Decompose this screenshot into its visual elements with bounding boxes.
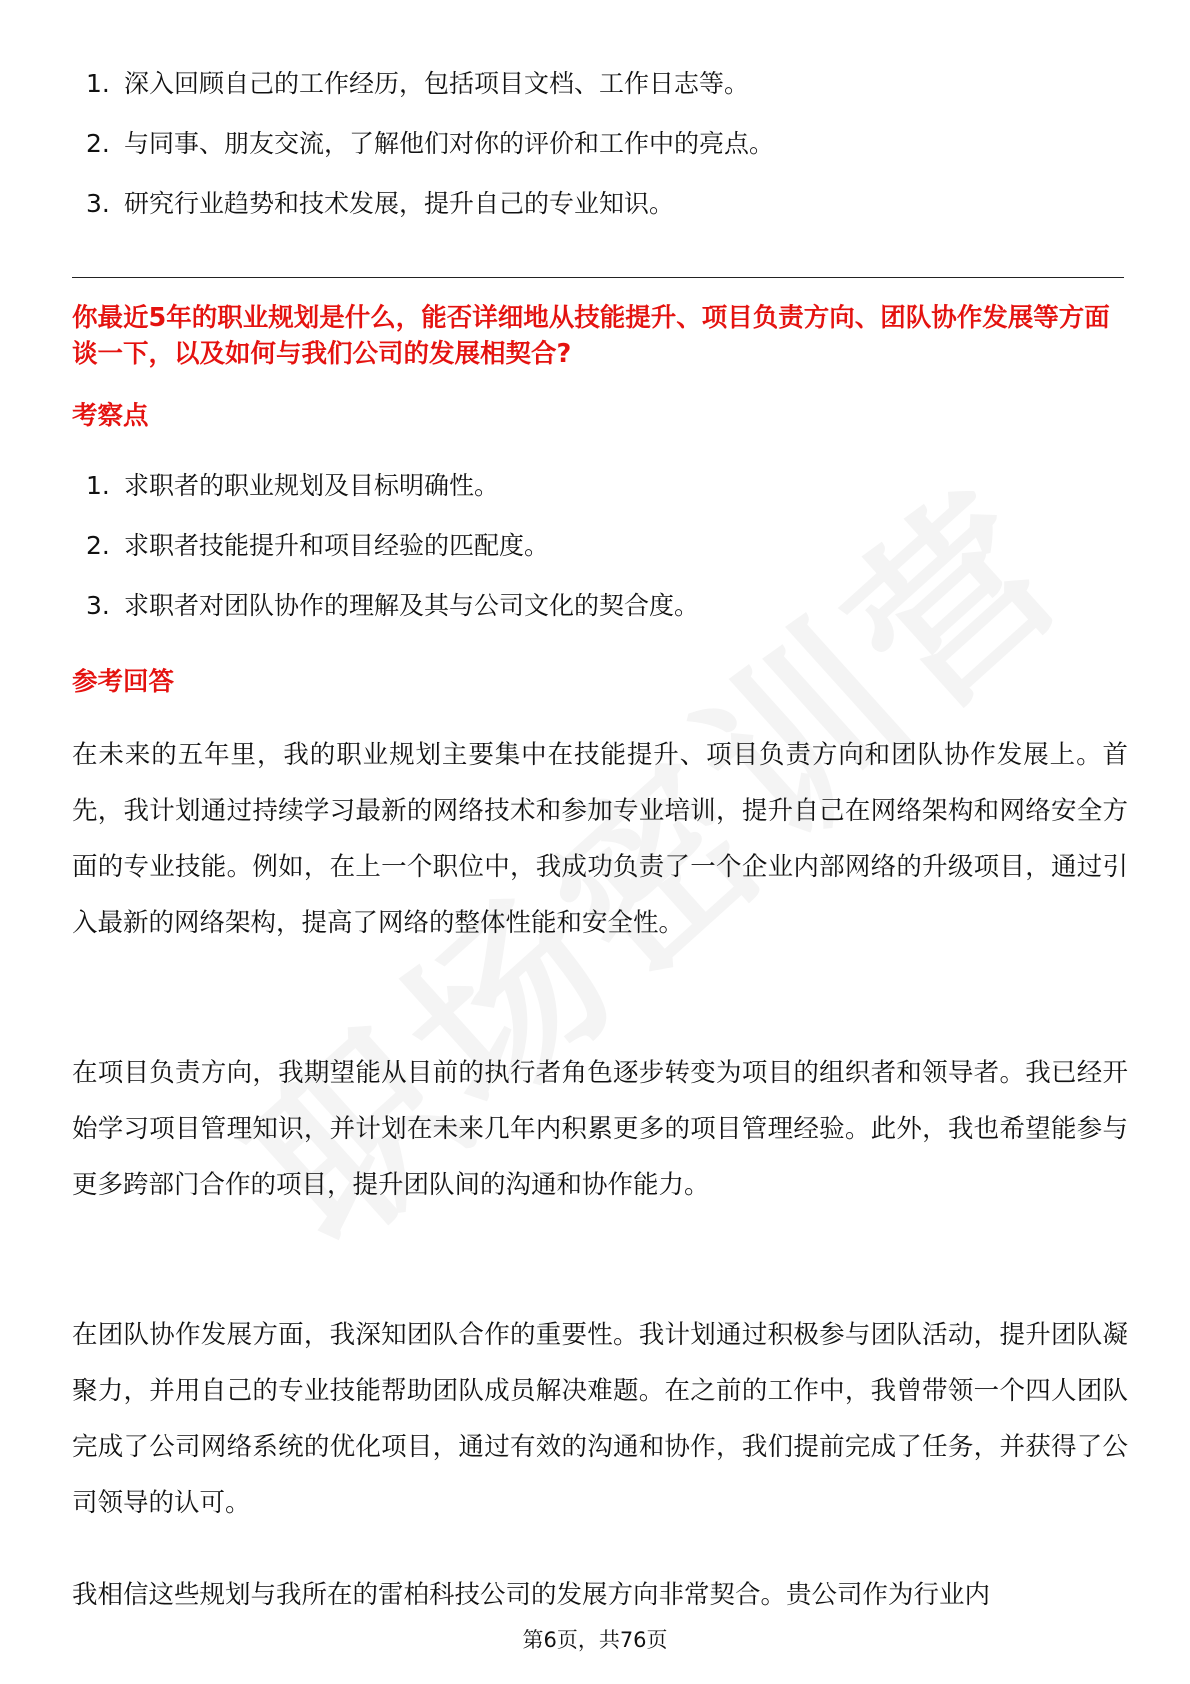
list-number: 1. [86,471,110,500]
answer-paragraph: 在未来的五年里，我的职业规划主要集中在技能提升、项目负责方向和团队协作发展上。首先，我计划通过持续学习最新的网络技术和参加专业培训，提升自己在网络架构和网络安全方面的专业技能。例如，在上一个职位中，我成功负责了一个企业内部网络的升级项目，通过引入最新的网络架构，提高了网络的整体性能和安全性。 [72,740,1128,938]
list-text: 深入回顾自己的工作经历，包括项目文档、工作日志等。 [124,69,750,98]
list-text: 与同事、朋友交流，了解他们对你的评价和工作中的亮点。 [124,129,775,158]
page-footer: 第6页，共76页 [522,1628,668,1652]
answer-paragraph: 在项目负责方向，我期望能从目前的执行者角色逐步转变为项目的组织者和领导者。我已经开始学习项目管理知识，并计划在未来几年内积累更多的项目管理经验。此外，我也希望能参与更多跨部门合作的项目，提升团队间的沟通和协作能力。 [72,1058,1128,1200]
list-text: 求职者对团队协作的理解及其与公司文化的契合度。 [124,591,700,620]
exam-points-list [72,456,1132,636]
exam-points-heading: 考察点 [72,401,149,431]
list-text: 求职者技能提升和项目经验的匹配度。 [124,531,550,560]
answer-paragraph: 我相信这些规划与我所在的雷柏科技公司的发展方向非常契合。贵公司作为行业内 [72,1580,991,1610]
list-item [72,576,1132,636]
list-number: 1. [86,69,110,98]
list-number: 3. [86,591,110,620]
list-item [72,114,1132,174]
list-number: 2. [86,531,110,560]
list-item [72,456,1132,516]
list-text: 求职者的职业规划及目标明确性。 [124,471,500,500]
list-item [72,174,1132,234]
question-heading: 你最近5年的职业规划是什么，能否详细地从技能提升、项目负责方向、团队协作发展等方面谈一下，以及如何与我们公司的发展相契合? [72,303,1110,369]
list-number: 3. [86,189,110,218]
section-divider [72,277,1124,278]
list-item [72,516,1132,576]
answer-heading: 参考回答 [72,667,175,697]
list-item [72,54,1132,114]
answer-paragraph: 在团队协作发展方面，我深知团队合作的重要性。我计划通过积极参与团队活动，提升团队凝聚力，并用自己的专业技能帮助团队成员解决难题。在之前的工作中，我曾带领一个四人团队完成了公司网络系统的优化项目，通过有效的沟通和协作，我们提前完成了任务，并获得了公司领导的认可。 [72,1320,1128,1518]
intro-list [72,54,1132,234]
list-number: 2. [86,129,110,158]
list-text: 研究行业趋势和技术发展，提升自己的专业知识。 [124,189,675,218]
